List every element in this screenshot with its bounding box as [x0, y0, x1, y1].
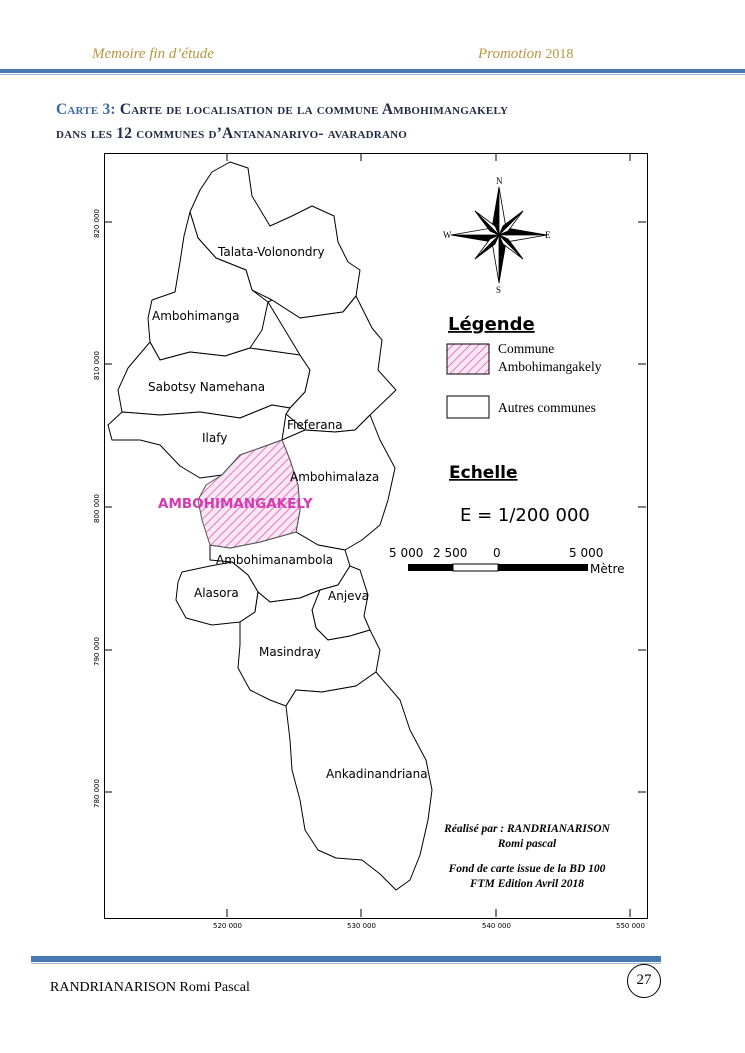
commune-label: Anjeva	[328, 589, 369, 603]
compass-rose	[443, 176, 551, 295]
commune-label: Ankadinandriana	[326, 767, 428, 781]
commune-label: Fieferana	[287, 418, 343, 432]
map-title-rest: Carte de localisation de la commune Ambohimangakely	[115, 101, 509, 118]
credit-line3: Fond de carte issue de la BD 100	[448, 863, 606, 875]
commune-ankadinandriana	[286, 672, 432, 890]
footer-rule	[31, 956, 661, 962]
credit-line1: Réalisé par : RANDRIANARISON	[444, 823, 610, 835]
map-title-lead: Carte 3:	[56, 101, 116, 118]
commune-label: Ambohimanga	[152, 309, 240, 323]
legend-swatch-other	[447, 396, 489, 418]
scale-label: 5 000	[389, 546, 424, 560]
map-title-line2: dans les 12 communes d’Antananarivo- avaradrano	[56, 125, 407, 142]
compass-s: S	[496, 285, 502, 295]
y-tick-label: 790 000	[93, 637, 101, 666]
x-tick-label: 530 000	[347, 922, 376, 930]
y-tick-label: 780 000	[93, 779, 101, 808]
scale-bar-segment	[408, 564, 453, 571]
scale-label: 2 500	[433, 546, 468, 560]
legend-item-other: Autres communes	[498, 400, 596, 415]
commune-label: Ilafy	[202, 431, 228, 445]
x-tick-label: 540 000	[482, 922, 511, 930]
compass-e: E	[545, 230, 551, 240]
commune-label: Masindray	[259, 645, 321, 659]
page-number: 27	[627, 964, 661, 998]
y-tick-label: 810 000	[93, 351, 101, 380]
commune-label-highlight: AMBOHIMANGAKELY	[158, 496, 313, 512]
legend-item-highlight-line2: Ambohimangakely	[498, 359, 602, 374]
footer-rule-thin	[31, 963, 661, 964]
header-left-text: Memoire fin d’étude	[92, 46, 214, 62]
header-year: 2018	[545, 47, 574, 62]
scale-title: Echelle	[449, 463, 518, 483]
scale-unit: Mètre	[590, 562, 625, 576]
credit-line4: FTM Edition Avril 2018	[469, 878, 585, 890]
commune-label: Talata-Volonondry	[218, 245, 325, 259]
scale-label: 0	[493, 546, 501, 560]
map-credits	[412, 822, 642, 892]
scale-block	[389, 463, 625, 576]
x-tick-label: 550 000	[616, 922, 645, 930]
commune-label: Ambohimanambola	[216, 553, 334, 567]
commune-label: Alasora	[194, 586, 239, 600]
footer-author: RANDRIANARISON Romi Pascal	[50, 980, 250, 995]
legend-title: Légende	[448, 314, 535, 335]
credit-line2: Romi pascal	[497, 838, 557, 850]
scale-ratio: E = 1/200 000	[460, 505, 590, 526]
y-tick-label: 800 000	[93, 494, 101, 523]
commune-label: Ambohimalaza	[290, 470, 380, 484]
scale-bar-segment	[453, 564, 498, 571]
compass-n: N	[496, 176, 503, 186]
scale-bar-segment	[498, 564, 588, 571]
legend	[447, 314, 602, 418]
legend-swatch-highlight	[447, 344, 489, 374]
header-promotion: Promotion	[478, 46, 542, 62]
commune-label: Sabotsy Namehana	[148, 380, 266, 394]
legend-item-highlight-line1: Commune	[498, 341, 555, 356]
compass-w: W	[443, 230, 452, 240]
scale-label: 5 000	[569, 546, 604, 560]
x-tick-label: 520 000	[213, 922, 242, 930]
y-tick-label: 820 000	[93, 209, 101, 238]
